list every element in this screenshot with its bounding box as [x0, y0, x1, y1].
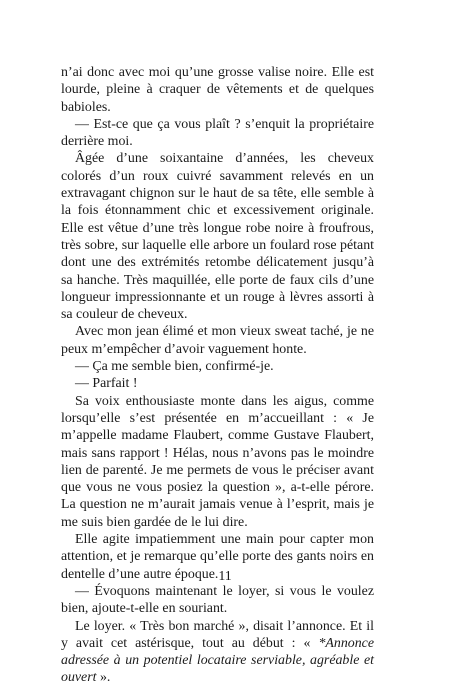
paragraph: Sa voix enthousiaste monte dans les aigus, comme lorsqu’elle s’est présentée en m’accueillant : « Je m’appelle madame Flaubert, comme Gustave Flaubert, mais sans rapport ! Hélas, nous n’avons pas le moindre lien de parenté. Je me permets de vous le préciser avant que vous ne vous posiez la question », a-t-elle pérore. La question ne m’aurait jamais venue à l’esprit, mais je me suis bien gardée de le lui dire. — [61, 393, 374, 530]
paragraph: — Ça me semble bien, confirmé-je. — [75, 359, 274, 375]
paragraph-closing-text: ». — [96, 670, 111, 686]
paragraph-plain-text: Le loyer. « Très bon marché », disait l’annonce. Et il y avait cet astérisque, tout au début : « — [61, 618, 374, 651]
paragraph: n’ai donc avec moi qu’une grosse valise noire. Elle est lourde, pleine à craquer de vêtements et de quelques babioles. — [61, 65, 374, 115]
paragraph: Elle agite impatiemment une main pour capter mon attention, et je remarque qu’elle porte des gants noirs en dentelle d’une autre époque. — [61, 532, 374, 582]
page-number: 11 — [218, 569, 232, 584]
body-text — [61, 64, 374, 687]
paragraph: — Parfait ! — [75, 376, 138, 392]
paragraph: Âgée d’une soixantaine d’années, les cheveux colorés d’un roux cuivré savamment relevés en un extravagant chignon sur le haut de sa tête, elle semble à la fois étonnamment chic et excessivement originale. Elle est vêtue d’une très longue robe noire à froufrous, très sobre, sur laquelle elle arbore un foulard rose pétant dont une des extrémités retombe délicatement jusqu’à sa hanche. Très maquillée, elle porte de faux cils d’une longueur impressionnante et un rouge à lèvres assorti à sa couleur de cheveux. — [61, 151, 374, 323]
paragraph-italic-text: *Annonce adressée à un potentiel locataire serviable, agréable et ouvert — [61, 635, 374, 686]
paragraph: Avec mon jean élimé et mon vieux sweat taché, je ne peux m’empêcher d’avoir vaguement honte. — [61, 324, 374, 357]
paragraph-last — [61, 618, 374, 687]
paragraph: — Évoquons maintenant le loyer, si vous le voulez bien, ajoute-t-elle en souriant. — [61, 583, 374, 617]
paragraph: — Est-ce que ça vous plaît ? s’enquit la propriétaire derrière moi. — [61, 116, 374, 150]
